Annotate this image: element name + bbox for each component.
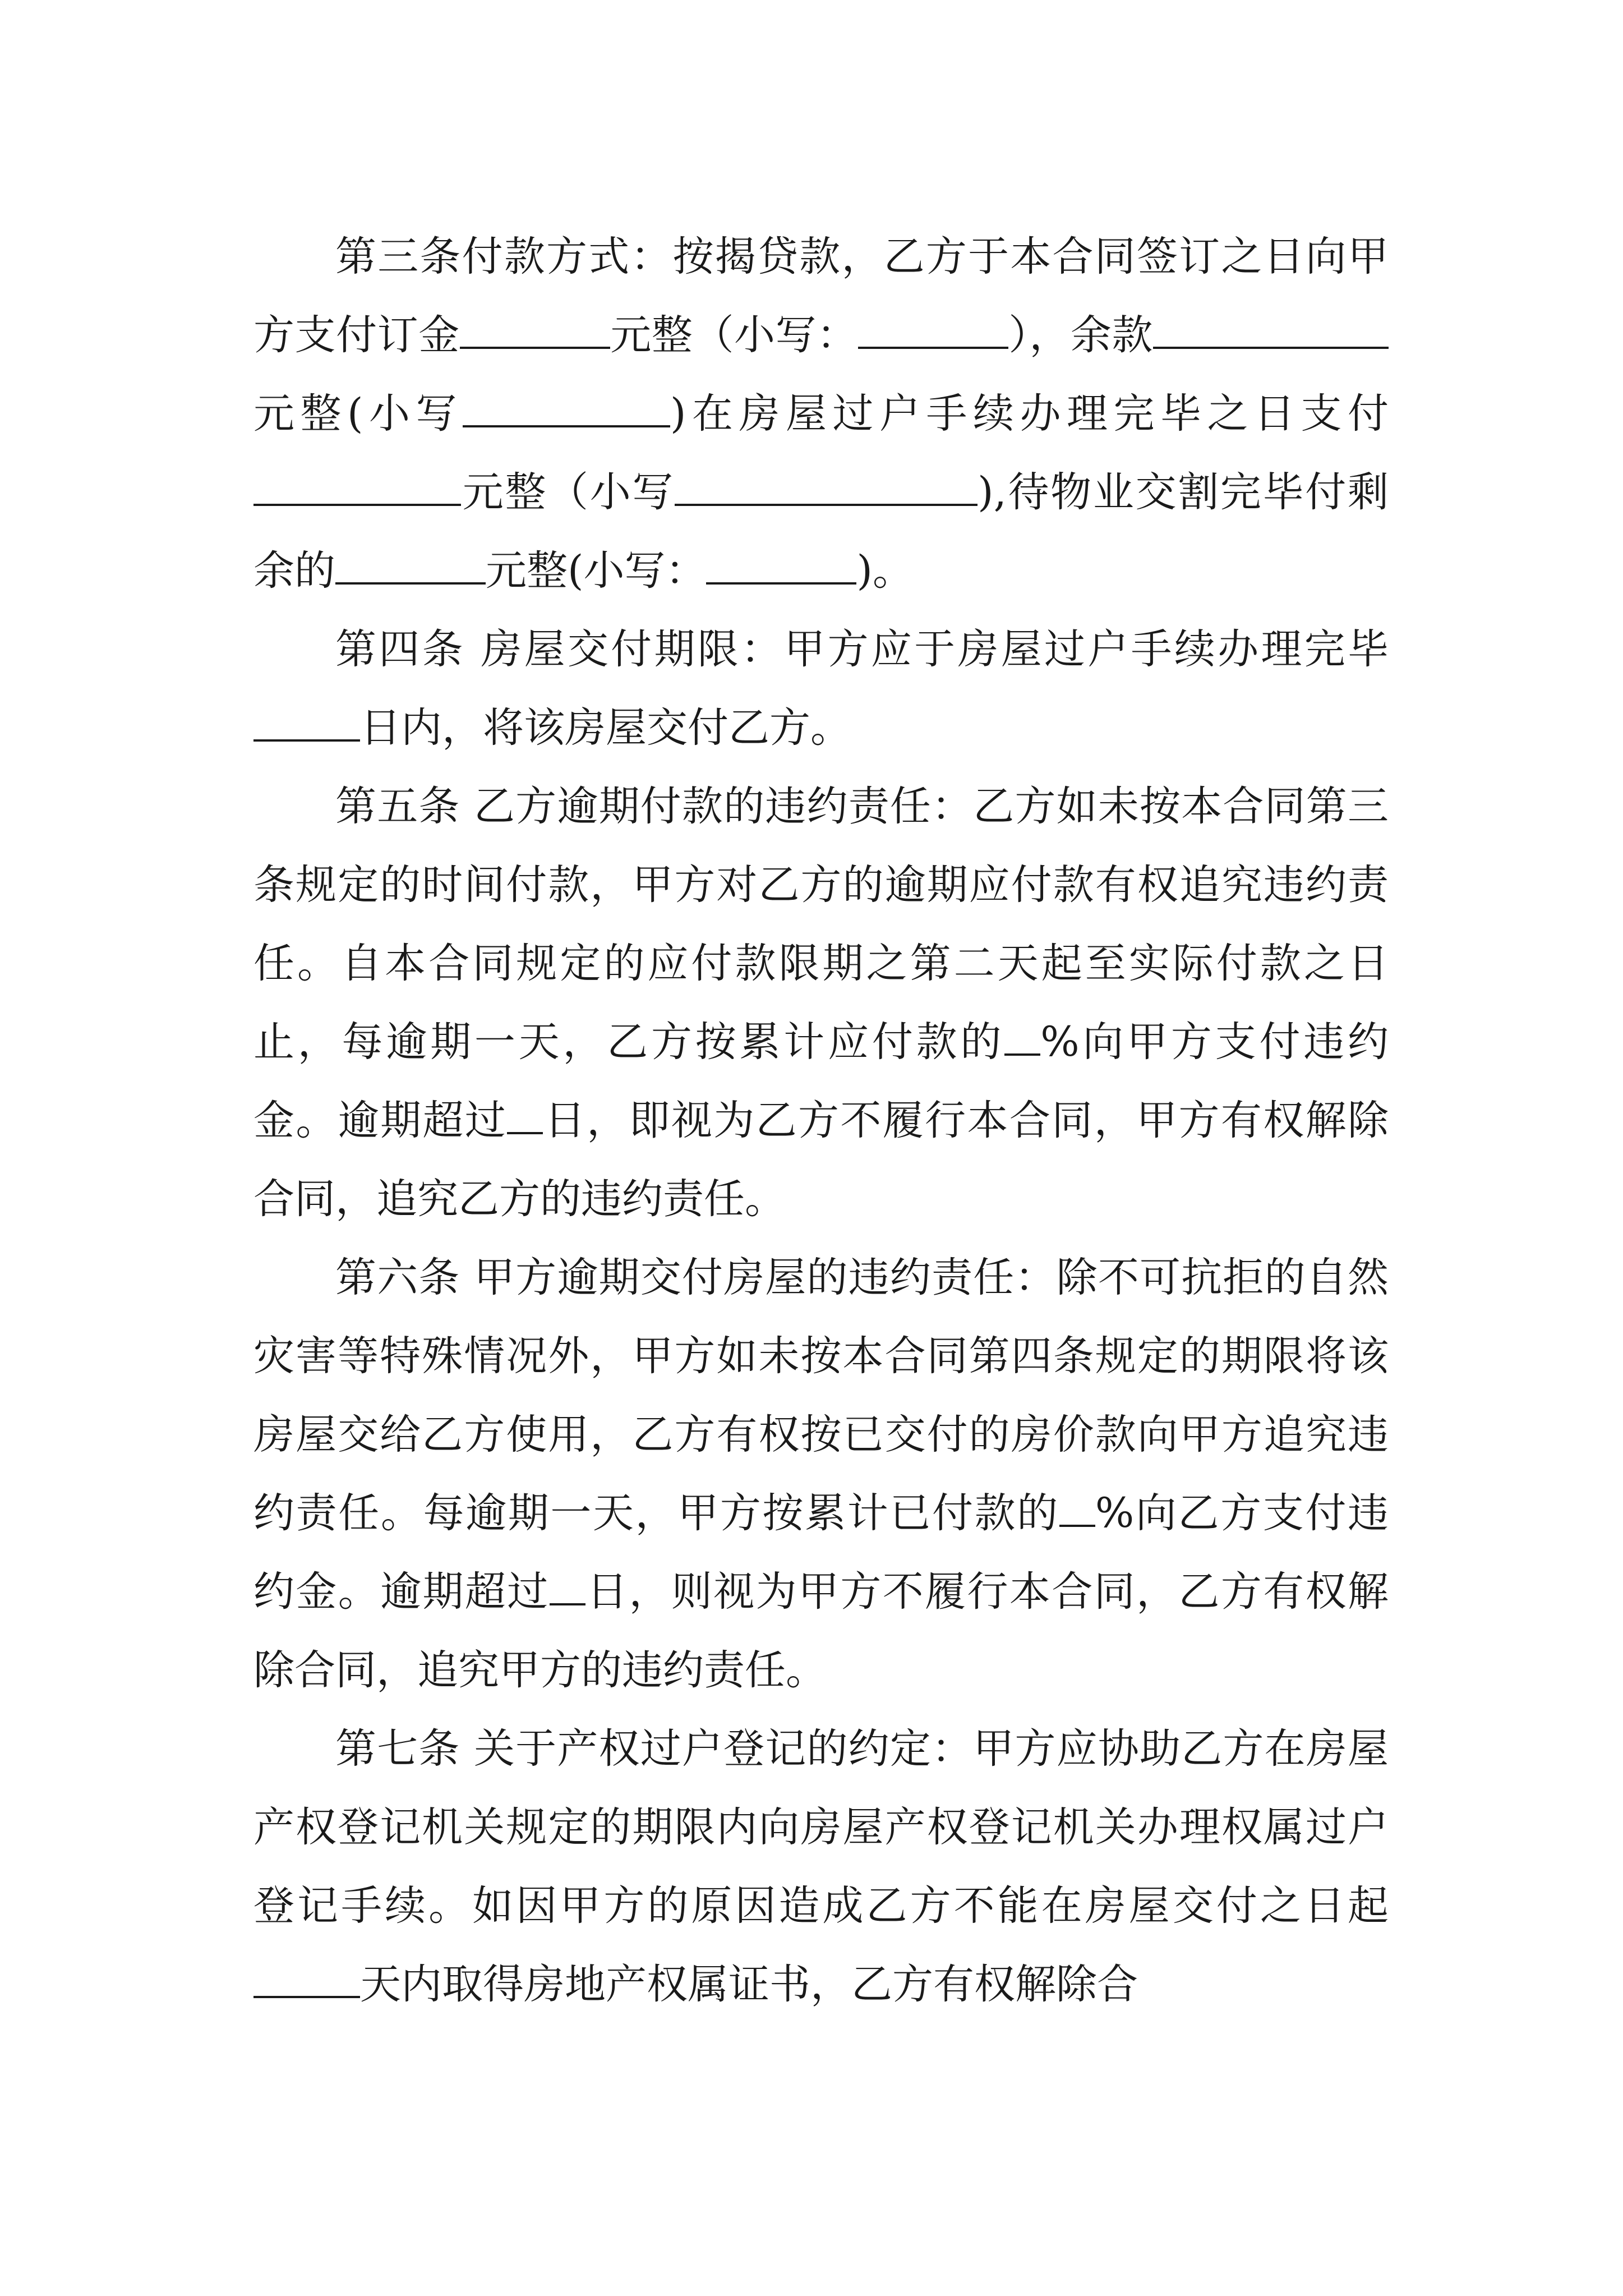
buyer-penalty-rate-blank[interactable] xyxy=(1004,1015,1040,1056)
article-6-text-2: %向乙方支付违约金。逾期超过 xyxy=(253,1489,1389,1616)
seller-overdue-days-blank[interactable] xyxy=(550,1565,585,1605)
remaining-payment-blank[interactable] xyxy=(335,544,486,585)
contract-body xyxy=(253,218,1389,2024)
article-3-text-6: 元整（小写 xyxy=(461,468,675,516)
article-5-text-3: 日，即视为乙方不履行本合同，甲方有权解除合同，追究乙方的违约责任。 xyxy=(253,1097,1389,1223)
certificate-days-blank[interactable] xyxy=(253,1957,360,1998)
article-3-text-8: 元整(小写： xyxy=(486,547,707,595)
article-3-text-3: ），余款 xyxy=(1008,311,1154,359)
article-3-text-1: 第三条付款方式：按揭贷款，乙方于本合同签订之日向甲方支付订金 xyxy=(253,233,1389,359)
transfer-payment-figure-blank[interactable] xyxy=(675,465,978,506)
article-3-payment-method xyxy=(253,218,1389,610)
article-5-buyer-late-payment xyxy=(253,767,1389,1239)
article-5-text-1: 第五条 乙方逾期付款的违约责任：乙方如未按本合同第三条规定的时间付款，甲方对乙方的逾期应付款有权追究违约责任。自本合同规定的应付款限期之第二天起至实际付款之日止，每逾期一天，乙方按累计应付款的 xyxy=(253,783,1389,1066)
delivery-days-blank[interactable] xyxy=(253,701,360,742)
transfer-payment-blank[interactable] xyxy=(253,465,461,506)
article-3-text-9: )。 xyxy=(856,547,914,595)
remaining-figure-blank[interactable] xyxy=(706,544,856,585)
buyer-overdue-days-blank[interactable] xyxy=(507,1093,543,1134)
article-3-text-5: )在房屋过户手续办理完毕之日支付 xyxy=(670,390,1389,438)
article-4-delivery-deadline xyxy=(253,610,1389,767)
article-3-text-4: 元整(小写 xyxy=(253,390,463,438)
article-3-text-7: ),待物业交割完毕付剩余的 xyxy=(253,468,1389,595)
article-6-text-1: 第六条 甲方逾期交付房屋的违约责任：除不可抗拒的自然灾害等特殊情况外，甲方如未按本合同第四条规定的期限将该房屋交给乙方使用，乙方有权按已交付的房价款向甲方追究违约责任。每逾期一天，甲方按累计已付款的 xyxy=(253,1254,1389,1537)
balance-amount-blank[interactable] xyxy=(1153,308,1389,349)
article-4-text-1: 第四条 房屋交付期限：甲方应于房屋过户手续办理完毕 xyxy=(335,625,1389,673)
article-3-text-2: 元整（小写： xyxy=(610,311,858,359)
article-6-seller-late-delivery xyxy=(253,1239,1389,1710)
seller-penalty-rate-blank[interactable] xyxy=(1059,1486,1095,1527)
deposit-figure-blank[interactable] xyxy=(858,308,1008,349)
balance-figure-blank[interactable] xyxy=(463,386,670,427)
article-6-text-3: 日，则视为甲方不履行本合同，乙方有权解除合同，追究甲方的违约责任。 xyxy=(253,1568,1389,1694)
article-7-text-1: 第七条 关于产权过户登记的约定：甲方应协助乙方在房屋产权登记机关规定的期限内向房屋产权登记机关办理权属过户登记手续。如因甲方的原因造成乙方不能在房屋交付之日起 xyxy=(253,1725,1389,1930)
article-4-text-2: 日内，将该房屋交付乙方。 xyxy=(360,704,851,752)
article-7-text-2: 天内取得房地产权属证书，乙方有权解除合 xyxy=(360,1961,1138,2008)
deposit-amount-blank[interactable] xyxy=(460,308,610,349)
article-7-title-transfer xyxy=(253,1710,1389,2024)
article-5-text-2: %向甲方支付违约金。逾期超过 xyxy=(253,1018,1389,1144)
